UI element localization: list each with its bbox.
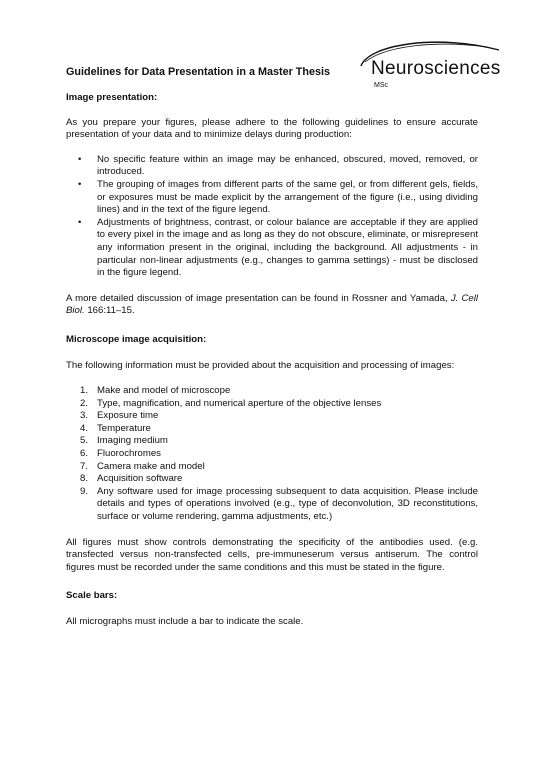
- bullet-icon: •: [78, 216, 82, 228]
- bullet-icon: •: [78, 178, 82, 190]
- list-item-text: Acquisition software: [97, 473, 183, 485]
- microscope-heading: Microscope image acquisition:: [66, 333, 207, 345]
- list-item-text: Fluorochromes: [97, 448, 161, 460]
- list-number: 8.: [80, 473, 89, 485]
- logo-degree: MSc: [374, 82, 388, 89]
- neurosciences-logo: [355, 36, 505, 96]
- list-item-text: Make and model of microscope: [97, 385, 231, 397]
- list-item: [66, 398, 478, 411]
- controls-paragraph: All figures must show controls demonstrating the specificity of the antibodies used. (e.g. transfected versus non-transfected cells, pre-immuneserum versus antiserum. The control figures must be recorded under the same conditions and this must be stated in the figure.: [66, 536, 478, 573]
- bullet-icon: •: [78, 153, 82, 165]
- list-item: [66, 385, 478, 398]
- list-item: [66, 486, 478, 524]
- list-item-text: Any software used for image processing subsequent to data acquisition. Please include details and types of operations involved (e.g., type of deconvolution, 3D reconstitutions, surface or volume rendering, gamma adjustments, etc.): [97, 485, 478, 523]
- microscope-intro: The following information must be provided about the acquisition and processing of images:: [66, 359, 455, 371]
- list-number: 6.: [80, 448, 89, 460]
- list-number: 9.: [80, 485, 89, 497]
- document-title: Guidelines for Data Presentation in a Master Thesis: [66, 66, 330, 78]
- reference-paragraph: [66, 293, 478, 318]
- list-item-text: No specific feature within an image may be enhanced, obscured, moved, removed, or introduced.: [97, 153, 478, 178]
- list-item: [66, 217, 478, 280]
- list-item: [66, 435, 478, 448]
- list-item-text: Camera make and model: [97, 460, 205, 472]
- list-number: 3.: [80, 410, 89, 422]
- list-number: 2.: [80, 397, 89, 409]
- logo-name: Neurosciences: [371, 58, 501, 79]
- list-item: [66, 461, 478, 474]
- scale-bars-text: All micrographs must include a bar to indicate the scale.: [66, 616, 304, 627]
- list-item: [66, 473, 478, 486]
- list-item: [66, 179, 478, 217]
- list-item-text: Type, magnification, and numerical aperture of the objective lenses: [97, 397, 382, 409]
- list-item-text: Adjustments of brightness, contrast, or colour balance are acceptable if they are applied to every pixel in the image and as long as they do not obscure, eliminate, or misrepresent any information present in the original, including the background. All adjustments - in particular non-linear adjustments (e.g., changes to gamma settings) - must be disclosed in the figure legend.: [97, 216, 478, 279]
- list-item-text: Temperature: [97, 422, 151, 434]
- list-item: [66, 154, 478, 179]
- acquisition-info-list: [66, 385, 478, 524]
- list-item: [66, 448, 478, 461]
- list-number: 1.: [80, 385, 89, 397]
- list-number: 5.: [80, 435, 89, 447]
- scale-bars-heading: Scale bars:: [66, 590, 118, 602]
- list-item: [66, 423, 478, 436]
- reference-journal: J. Cell Biol.: [66, 292, 479, 317]
- image-presentation-intro: As you prepare your figures, please adhere to the following guidelines to ensure accurate presentation of your data and to minimize delays during production:: [66, 116, 478, 141]
- list-item: [66, 410, 478, 423]
- reference-text: A more detailed discussion of image presentation can be found in Rossner and Yamada,: [66, 292, 448, 304]
- document-body: [66, 92, 478, 629]
- list-item-text: Imaging medium: [97, 435, 168, 447]
- list-item-text: Exposure time: [97, 410, 159, 422]
- image-presentation-heading: Image presentation:: [66, 92, 158, 103]
- image-guidelines-list: [66, 154, 478, 280]
- reference-citation: 166:11–15.: [87, 305, 135, 317]
- list-number: 7.: [80, 460, 89, 472]
- list-number: 4.: [80, 422, 89, 434]
- list-item-text: The grouping of images from different parts of the same gel, or from different gels, fields, or exposures must be made explicit by the arrangement of the figure (i.e., using dividing lines) and in the text of the figure legend.: [97, 178, 478, 216]
